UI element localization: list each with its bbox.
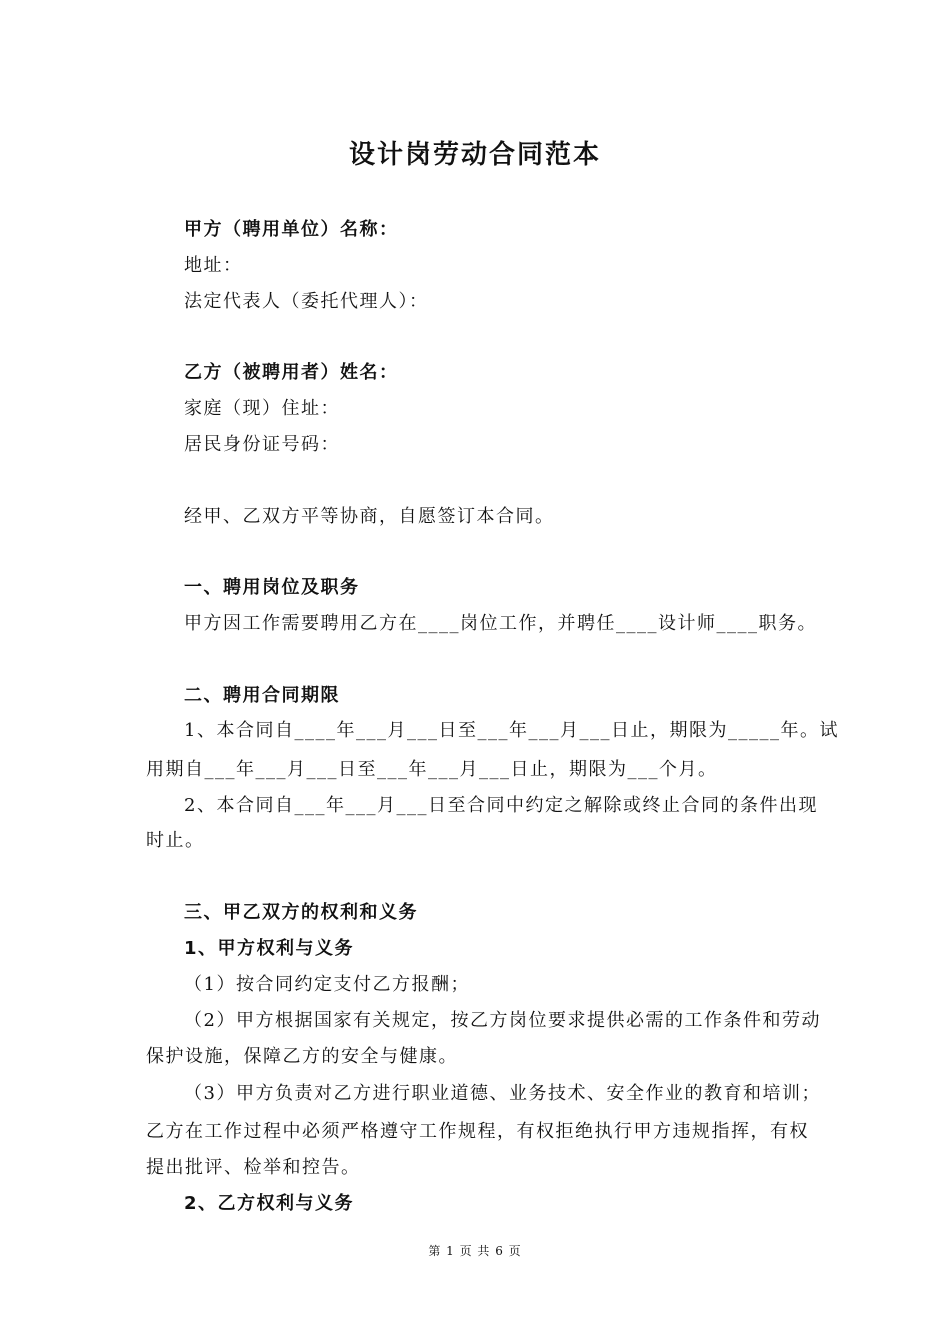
section3-p3-line3: 提出批评、检举和控告。 — [146, 1157, 361, 1178]
section3-sub2: 2、乙方权利与义务 — [184, 1193, 355, 1214]
party-a-name-label: 甲方（聘用单位）名称： — [184, 219, 399, 240]
section1-heading: 一、聘用岗位及职务 — [184, 577, 360, 598]
section2-item2-line1: 2、本合同自___年___月___日至合同中约定之解除或终止合同的条件出现 — [184, 795, 818, 816]
section3-p3-line1: （3）甲方负责对乙方进行职业道德、业务技术、安全作业的教育和培训； — [184, 1083, 821, 1104]
section2-item1-line2: 用期自___年___月___日至___年___月___日止，期限为___个月。 — [146, 759, 718, 780]
page-footer: 第 1 页 共 6 页 — [428, 1244, 522, 1258]
section3-p2-line1: （2）甲方根据国家有关规定，按乙方岗位要求提供必需的工作条件和劳动 — [184, 1010, 821, 1031]
section2-item1-line1: 1、本合同自____年___月___日至___年___月___日止，期限为_____年。试 — [184, 720, 839, 741]
section3-sub1: 1、甲方权利与义务 — [184, 938, 355, 959]
intro-paragraph: 经甲、乙双方平等协商，自愿签订本合同。 — [184, 506, 555, 527]
section3-p2-line2: 保护设施，保障乙方的安全与健康。 — [146, 1046, 458, 1067]
section2-heading: 二、聘用合同期限 — [184, 685, 340, 706]
party-a-address-label: 地址： — [184, 255, 243, 276]
party-a-representative-label: 法定代表人（委托代理人）： — [184, 291, 429, 312]
section2-item2-line2: 时止。 — [146, 830, 205, 851]
section3-p1: （1）按合同约定支付乙方报酬； — [184, 974, 470, 995]
section1-text: 甲方因工作需要聘用乙方在____岗位工作，并聘任____设计师____职务。 — [184, 613, 817, 634]
party-b-name-label: 乙方（被聘用者）姓名： — [184, 362, 399, 383]
section3-p3-line2: 乙方在工作过程中必须严格遵守工作规程，有权拒绝执行甲方违规指挥，有权 — [146, 1121, 809, 1142]
section3-heading: 三、甲乙双方的权利和义务 — [184, 902, 418, 923]
party-b-id-label: 居民身份证号码： — [184, 434, 340, 455]
party-b-home-address-label: 家庭（现）住址： — [184, 398, 340, 419]
document-title: 设计岗劳动合同范本 — [348, 140, 601, 170]
